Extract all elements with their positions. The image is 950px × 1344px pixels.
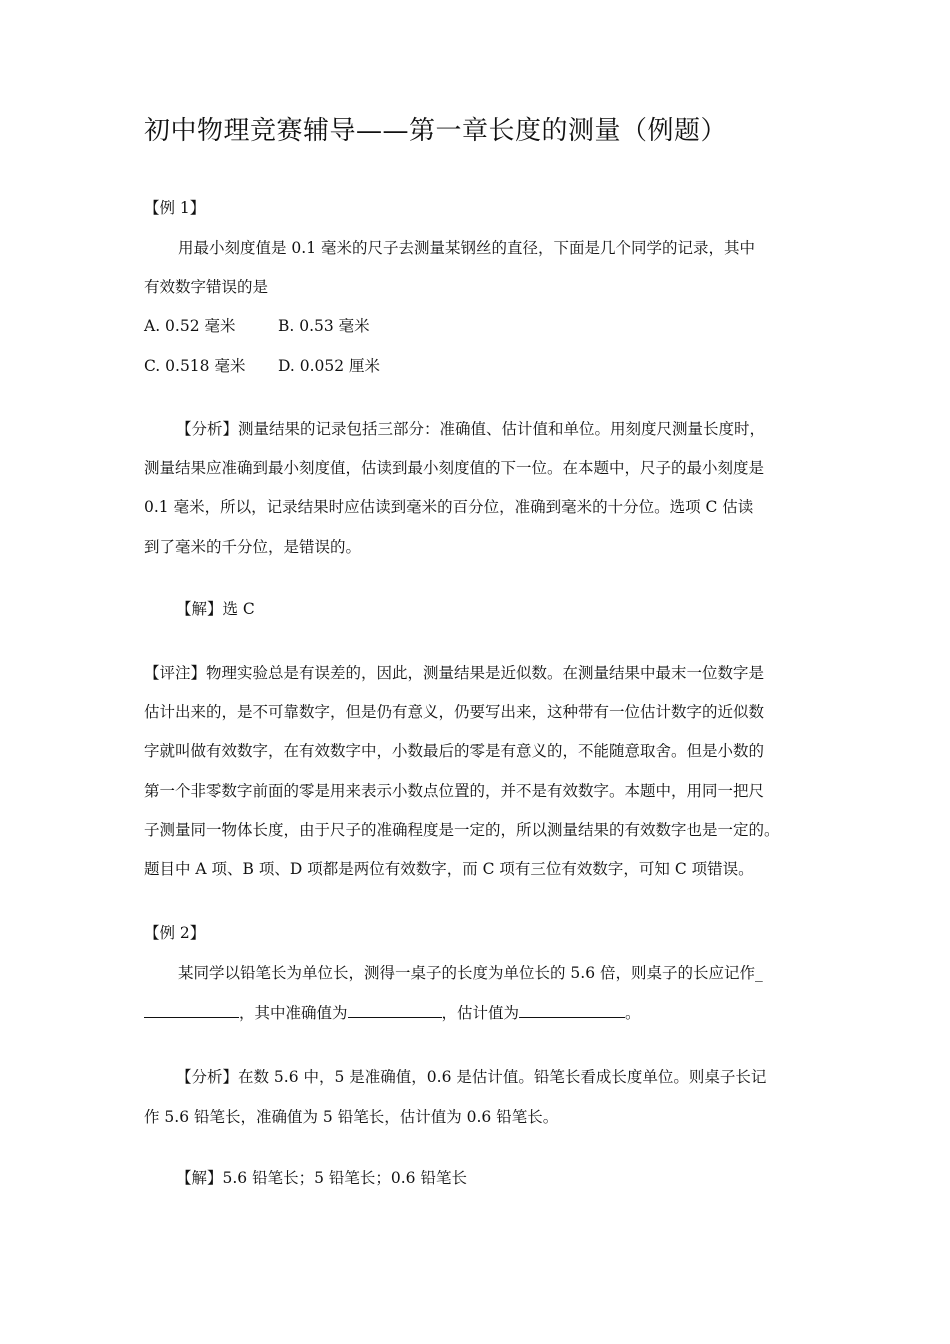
example-2-question-line-1: 某同学以铅笔长为单位长，测得一桌子的长度为单位长的 5.6 倍，则桌子的长应记作_ [178,964,763,982]
answer-blank-3[interactable] [519,1001,625,1018]
example-1-analysis-line-4: 到了毫米的千分位，是错误的。 [144,538,362,556]
example-2-label: 【例 2】 [144,924,206,942]
example-1-comment-line-3: 字就叫做有效数字，在有效数字中，小数最后的零是有意义的，不能随意取舍。但是小数的 [144,742,765,760]
example-2-solution: 【解】5.6 铅笔长；5 铅笔长；0.6 铅笔长 [176,1169,467,1187]
answer-blank-1[interactable] [144,1001,239,1018]
example-1-analysis-line-2: 测量结果应准确到最小刻度值，估读到最小刻度值的下一位。在本题中，尺子的最小刻度是 [144,459,765,477]
example-1-comment-line-2: 估计出来的，是不可靠数字，但是仍有意义，仍要写出来，这种带有一位估计数字的近似数 [144,703,765,721]
example-2-analysis-line-2: 作 5.6 铅笔长，准确值为 5 铅笔长，估计值为 0.6 铅笔长。 [144,1108,559,1126]
example-2-analysis-line-1: 【分析】在数 5.6 中，5 是准确值，0.6 是估计值。铅笔长看成长度单位。则桌子长记 [176,1068,767,1086]
example-2-question-line-2 [144,1001,814,1024]
example-1-comment-line-4: 第一个非零数字前面的零是用来表示小数点位置的，并不是有效数字。本题中，用同一把尺 [144,782,765,800]
page-title: 初中物理竞赛辅导——第一章长度的测量（例题） [144,116,728,146]
example-1-analysis-line-1: 【分析】测量结果的记录包括三部分：准确值、估计值和单位。用刻度尺测量长度时， [176,420,766,438]
answer-blank-2[interactable] [348,1001,442,1018]
example-1-comment-line-1: 【评注】物理实验总是有误差的，因此，测量结果是近似数。在测量结果中最末一位数字是 [144,664,765,682]
option-a: A. 0.52 毫米 [144,317,236,335]
example-2-question-end: 。 [625,1004,641,1022]
example-1-analysis-line-3: 0.1 毫米，所以，记录结果时应估读到毫米的百分位，准确到毫米的十分位。选项 C 估读 [144,498,754,516]
example-1-comment-line-6: 题目中 A 项、B 项、D 项都是两位有效数字，而 C 项有三位有效数字，可知 C 项错误。 [144,860,754,878]
option-d: D. 0.052 厘米 [278,357,381,375]
example-1-solution: 【解】选 C [176,600,255,618]
example-1-question-line-2: 有效数字错误的是 [144,278,269,296]
example-2-question-mid-1: ，其中准确值为 [239,1004,348,1022]
option-c: C. 0.518 毫米 [144,357,246,375]
example-1-question-line-1: 用最小刻度值是 0.1 毫米的尺子去测量某钢丝的直径，下面是几个同学的记录，其中 [178,239,756,257]
example-2-question-mid-2: ，估计值为 [441,1004,520,1022]
example-1-comment-line-5: 子测量同一物体长度，由于尺子的准确程度是一定的，所以测量结果的有效数字也是一定的。 [144,821,780,839]
option-b: B. 0.53 毫米 [278,317,370,335]
example-1-label: 【例 1】 [144,199,206,217]
